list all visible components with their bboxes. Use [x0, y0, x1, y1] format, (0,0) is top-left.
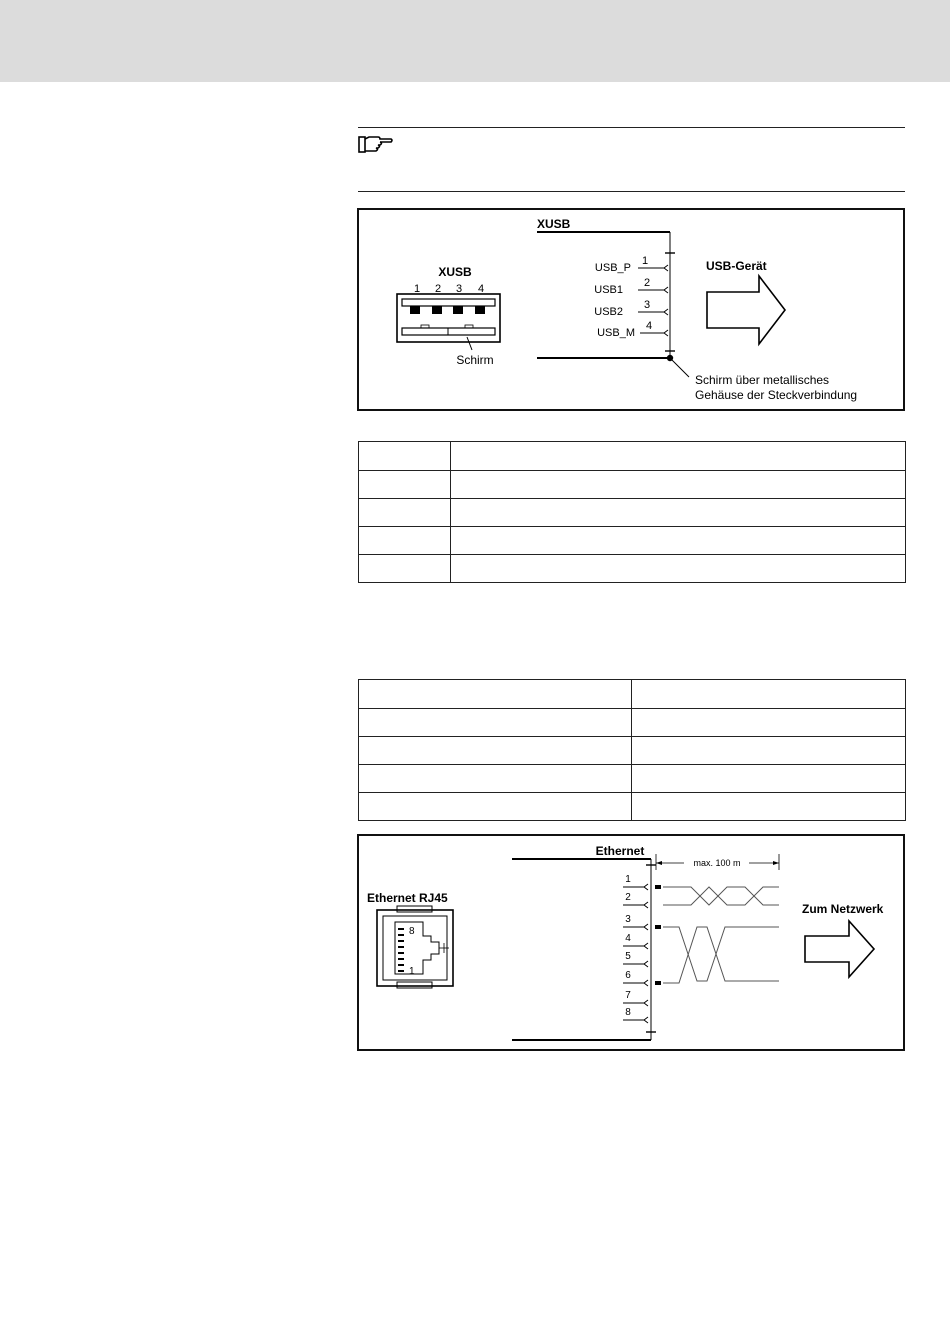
usb-pin-number: 3 [455, 283, 463, 295]
usb-shield-label: Schirm [456, 353, 494, 367]
ethernet-bus-line [512, 859, 656, 1040]
usb-pin-number: 2 [434, 283, 442, 295]
usb-port-icon [397, 294, 500, 350]
table-header-row [359, 442, 906, 471]
usb-bus-title: XUSB [537, 217, 571, 231]
pointing-hand-icon [358, 133, 394, 155]
table-cell [632, 737, 906, 765]
ethernet-bus-title: Ethernet [595, 844, 645, 858]
usb-wiring-figure [357, 208, 905, 411]
usb-direction-arrow-icon [707, 276, 785, 344]
table-cell [451, 555, 906, 583]
table-row [359, 737, 906, 765]
table-cell [359, 709, 632, 737]
usb-pin-number: 1 [413, 283, 421, 295]
usb-connector-title: XUSB [438, 265, 472, 279]
usb-signal-number: 1 [641, 255, 649, 267]
usb-device-label: USB-Gerät [706, 259, 767, 273]
ethernet-pin-number: 7 [625, 990, 631, 1001]
usb-shield-note-line2: Gehäuse der Steckverbindung [695, 388, 858, 402]
table-row [359, 793, 906, 821]
ethernet-pin-number: 3 [625, 914, 631, 925]
usb-signal-row [594, 277, 668, 296]
table-cell [359, 737, 632, 765]
ethernet-pin-number: 8 [625, 1007, 631, 1018]
usb-signal-number: 2 [643, 277, 651, 289]
table-cell [632, 709, 906, 737]
ethernet-pin-number: 6 [625, 970, 631, 981]
table-cell [359, 793, 632, 821]
table-cell [451, 471, 906, 499]
table-row [359, 709, 906, 737]
table-row [359, 765, 906, 793]
ethernet-pin-row [623, 970, 648, 986]
table-cell [359, 499, 451, 527]
usb-signal-row [597, 320, 668, 339]
usb-signal-name: USB2 [594, 306, 623, 318]
rj45-pin-top-label: 8 [409, 926, 415, 937]
table-cell [359, 555, 451, 583]
usb-signal-name: USB_P [594, 262, 631, 274]
page-header-band [0, 0, 950, 82]
rj45-jack-icon [377, 906, 453, 988]
network-label: Zum Netzwerk [802, 902, 884, 916]
table-cell [451, 442, 906, 471]
ethernet-pin-number: 2 [625, 892, 631, 903]
usb-pin-number: 4 [477, 283, 485, 295]
table-cell [632, 680, 906, 709]
usb-signal-name: USB1 [594, 284, 623, 296]
usb-bus-line [537, 232, 689, 377]
table-cell [359, 527, 451, 555]
ethernet-pin-row [623, 892, 648, 908]
usb-signal-row [595, 255, 668, 274]
note-top-rule [358, 127, 905, 128]
table-row [359, 471, 906, 499]
ethernet-pin-number: 4 [625, 933, 631, 944]
usb-pin-table [358, 441, 906, 583]
usb-signal-name: USB_M [597, 327, 635, 339]
ethernet-pin-row [623, 951, 648, 967]
usb-signal-number: 3 [643, 299, 651, 311]
ethernet-pin-row [623, 874, 648, 890]
table-header-row [359, 680, 906, 709]
table-cell [359, 765, 632, 793]
ethernet-pin-row [623, 1007, 648, 1023]
table-row [359, 527, 906, 555]
table-cell [632, 793, 906, 821]
note-bottom-rule [358, 191, 905, 192]
twisted-pair-cable [655, 885, 779, 985]
table-cell [359, 471, 451, 499]
rj45-pin-bottom-label: 1 [409, 966, 415, 977]
ethernet-pin-row [623, 990, 648, 1006]
network-direction-arrow-icon [805, 921, 874, 977]
ethernet-pin-row [623, 933, 648, 949]
ethernet-pin-row [623, 914, 648, 930]
table-row [359, 555, 906, 583]
usb-signal-number: 4 [645, 320, 653, 332]
table-cell [632, 765, 906, 793]
table-cell [451, 499, 906, 527]
ethernet-pin-number: 5 [625, 951, 631, 962]
table-cell [451, 527, 906, 555]
ethernet-connector-title: Ethernet RJ45 [367, 891, 448, 905]
table-cell [359, 680, 632, 709]
distance-label: max. 100 m [693, 858, 741, 868]
ethernet-spec-table [358, 679, 906, 821]
usb-shield-note-line1: Schirm über metallisches [695, 373, 830, 387]
ethernet-wiring-figure [357, 834, 905, 1051]
table-row [359, 499, 906, 527]
table-cell [359, 442, 451, 471]
usb-signal-row [594, 299, 668, 318]
ethernet-pin-number: 1 [625, 874, 631, 885]
